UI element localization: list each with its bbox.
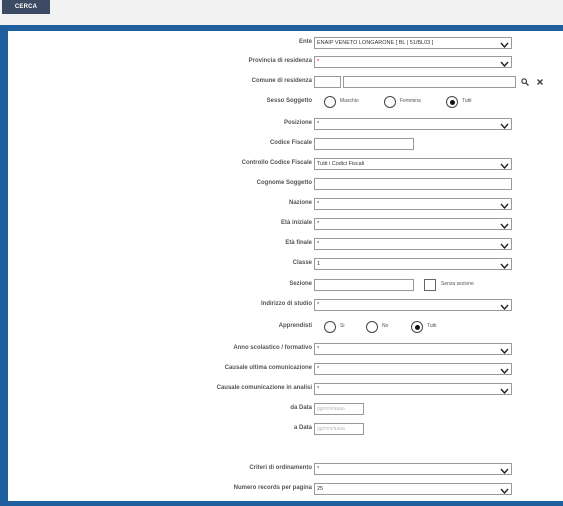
- sezione-input[interactable]: [314, 279, 414, 291]
- codice-fiscale-input[interactable]: [314, 138, 414, 150]
- chevron-down-icon: [500, 123, 509, 129]
- chevron-down-icon: [500, 468, 509, 474]
- eta-iniziale-select[interactable]: [314, 218, 512, 230]
- indirizzo-value: *: [317, 302, 320, 308]
- criteri-value: *: [317, 466, 320, 472]
- ente-value: ENAIP VENETO LONGARONE [ BL | 51/BL03 ]: [317, 40, 434, 46]
- chevron-down-icon: [500, 223, 509, 229]
- ente-label: Ente: [298, 39, 312, 45]
- sesso-femmina-radio[interactable]: [384, 96, 396, 108]
- chevron-down-icon: [500, 488, 509, 494]
- apprendisti-label: Apprendisti: [278, 323, 312, 329]
- causale-analisi-label: Causale comunicazione in analisi: [216, 385, 312, 391]
- numero-records-label: Numero records per pagina: [233, 485, 312, 491]
- causale-ultima-value: *: [317, 366, 320, 372]
- chevron-down-icon: [500, 163, 509, 169]
- causale-ultima-select[interactable]: [314, 363, 512, 375]
- chevron-down-icon: [500, 203, 509, 209]
- nazione-value: *: [317, 201, 320, 207]
- eta-finale-value: *: [317, 241, 320, 247]
- row-comune: [8, 76, 563, 90]
- row-provincia: [8, 56, 563, 70]
- sesso-femmina-label: Femmina: [400, 98, 421, 104]
- posizione-label: Posizione: [283, 120, 312, 126]
- sesso-maschio-label: Maschio: [340, 98, 359, 104]
- row-sesso: [8, 96, 563, 110]
- senza-sezione-label: Senza sezione: [441, 281, 474, 287]
- search-form-panel: [0, 25, 563, 506]
- row-numero-records: [8, 483, 563, 497]
- chevron-down-icon: [500, 61, 509, 67]
- sezione-label: Sezione: [289, 281, 312, 287]
- row-eta-finale: [8, 238, 563, 252]
- eta-iniziale-label: Età iniziale: [280, 220, 312, 226]
- row-eta-iniziale: [8, 218, 563, 232]
- chevron-down-icon: [500, 388, 509, 394]
- search-icon[interactable]: [519, 76, 531, 88]
- indirizzo-select[interactable]: [314, 299, 512, 311]
- numero-records-value: 25: [317, 486, 324, 492]
- apprendisti-si-radio[interactable]: [324, 321, 336, 333]
- chevron-down-icon: [500, 42, 509, 48]
- row-sezione: [8, 279, 563, 293]
- chevron-down-icon: [500, 243, 509, 249]
- cognome-input[interactable]: [314, 178, 512, 190]
- apprendisti-no-label: No: [382, 323, 389, 329]
- nazione-select[interactable]: [314, 198, 512, 210]
- sesso-tutti-label: Tutti: [462, 98, 472, 104]
- comune-code-input[interactable]: [314, 76, 341, 88]
- criteri-select[interactable]: [314, 463, 512, 475]
- controllo-cf-label: Controllo Codice Fiscale: [241, 160, 312, 166]
- row-ente: [8, 37, 563, 51]
- causale-ultima-label: Causale ultima comunicazione: [224, 365, 312, 371]
- row-posizione: [8, 118, 563, 132]
- nazione-label: Nazione: [288, 200, 312, 206]
- row-controllo-cf: [8, 158, 563, 172]
- apprendisti-no-radio[interactable]: [366, 321, 378, 333]
- codice-fiscale-label: Codice Fiscale: [269, 140, 312, 146]
- cognome-label: Cognome Soggetto: [256, 180, 312, 186]
- indirizzo-label: Indirizzo di studio: [261, 301, 312, 307]
- eta-iniziale-value: *: [317, 221, 320, 227]
- top-toolbar: [0, 0, 563, 20]
- search-button[interactable]: CERCA: [2, 0, 50, 14]
- controllo-cf-select[interactable]: [314, 158, 512, 170]
- apprendisti-tutti-label: Tutti: [427, 323, 437, 329]
- row-a-data: [8, 423, 563, 437]
- row-classe: [8, 258, 563, 272]
- row-anno: [8, 343, 563, 357]
- sesso-label: Sesso Soggetto: [266, 98, 312, 104]
- eta-finale-select[interactable]: [314, 238, 512, 250]
- causale-analisi-select[interactable]: [314, 383, 512, 395]
- classe-label: Classe: [292, 260, 312, 266]
- row-codice-fiscale: [8, 138, 563, 152]
- provincia-label: Provincia di residenza: [248, 58, 312, 64]
- posizione-select[interactable]: [314, 118, 512, 130]
- row-indirizzo: [8, 299, 563, 313]
- chevron-down-icon: [500, 263, 509, 269]
- criteri-label: Criteri di ordinamento: [249, 465, 312, 471]
- posizione-value: *: [317, 121, 320, 127]
- chevron-down-icon: [500, 368, 509, 374]
- classe-select[interactable]: [314, 258, 512, 270]
- row-cognome: [8, 178, 563, 192]
- da-data-placeholder: gg/mm/aaaa: [317, 406, 345, 412]
- senza-sezione-checkbox[interactable]: [424, 279, 436, 291]
- row-nazione: [8, 198, 563, 212]
- row-causale-ultima: [8, 363, 563, 377]
- apprendisti-si-label: Si: [340, 323, 345, 329]
- comune-label: Comune di residenza: [251, 78, 312, 84]
- search-form: [8, 31, 563, 501]
- a-data-placeholder: gg/mm/aaaa: [317, 426, 345, 432]
- classe-value: 1: [317, 261, 321, 267]
- apprendisti-tutti-radio[interactable]: [411, 321, 423, 333]
- provincia-value: *: [317, 59, 320, 65]
- a-data-label: a Data: [293, 425, 312, 431]
- ente-select[interactable]: [314, 37, 512, 49]
- da-data-input[interactable]: [314, 403, 364, 415]
- comune-name-input[interactable]: [343, 76, 516, 88]
- controllo-cf-value: Tutti i Codici Fiscali: [317, 161, 365, 167]
- causale-analisi-value: *: [317, 386, 320, 392]
- row-da-data: [8, 403, 563, 417]
- anno-select[interactable]: [314, 343, 512, 355]
- sesso-tutti-radio[interactable]: [446, 96, 458, 108]
- chevron-down-icon: [500, 348, 509, 354]
- a-data-input[interactable]: [314, 423, 364, 435]
- clear-icon[interactable]: [534, 76, 546, 88]
- anno-value: *: [317, 346, 320, 352]
- provincia-select[interactable]: [314, 56, 512, 68]
- da-data-label: da Data: [290, 405, 312, 411]
- sesso-maschio-radio[interactable]: [324, 96, 336, 108]
- row-criteri: [8, 463, 563, 477]
- row-apprendisti: [8, 321, 563, 335]
- numero-records-select[interactable]: [314, 483, 512, 495]
- anno-label: Anno scolastico / formativo: [233, 345, 312, 351]
- chevron-down-icon: [500, 304, 509, 310]
- eta-finale-label: Età finale: [285, 240, 312, 246]
- row-causale-analisi: [8, 383, 563, 397]
